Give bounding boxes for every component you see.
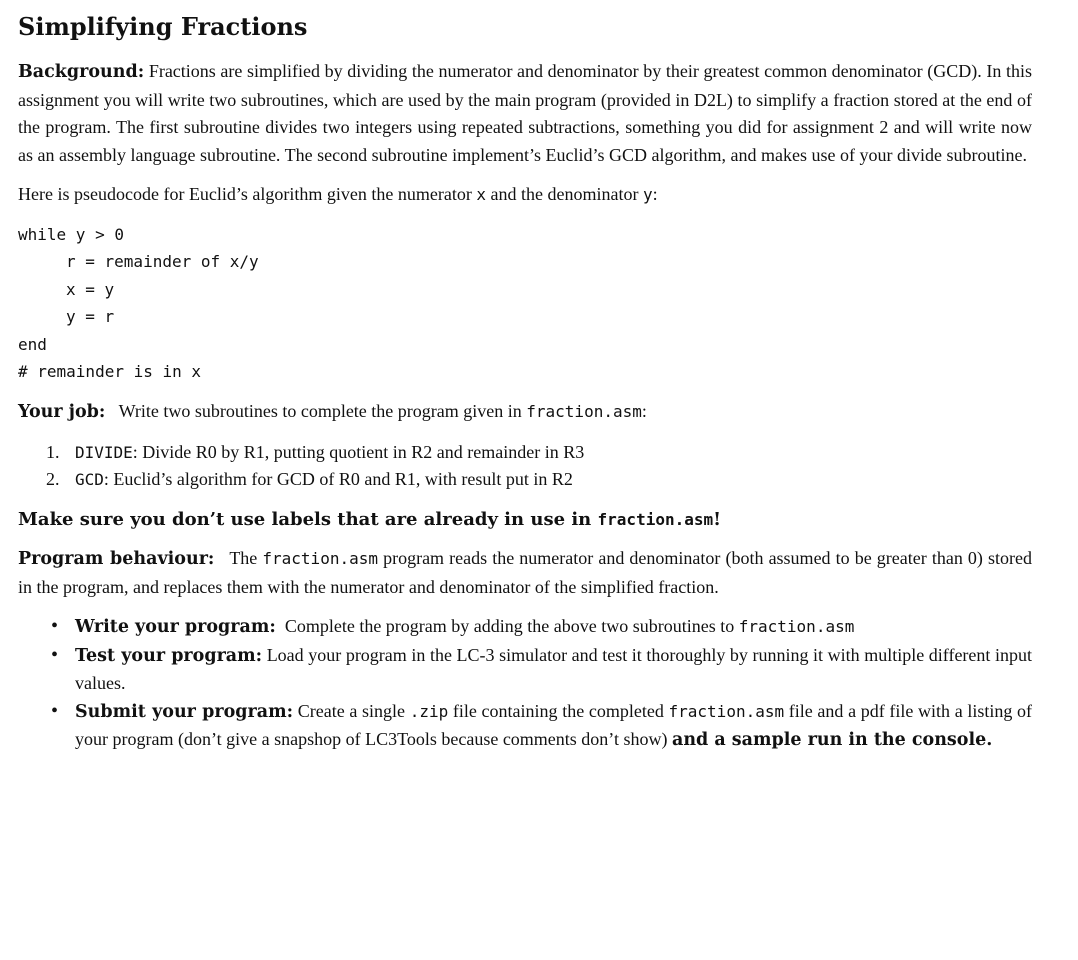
var-y: y [642,185,653,204]
bullet-label: Submit your program: [75,701,294,722]
bullet-icon: • [51,699,59,722]
your-job-paragraph [18,398,1032,427]
zip-extension: .zip [409,701,449,721]
list-item [18,698,1032,755]
list-number: 1. [46,441,60,462]
bullet-label: Test your program: [75,645,263,666]
background-label: Background: [18,62,145,82]
bullet-bold-end: and a sample run in the console. [671,730,993,751]
code-line: y = r [66,307,115,327]
your-job-colon: : [641,401,647,422]
behaviour-text-before: The [229,548,258,569]
bullet-label: Write your program: [75,617,276,638]
file-name: fraction.asm [738,617,855,637]
list-item [18,613,1032,642]
behaviour-label: Program behaviour: [18,549,215,570]
warning-end: ! [713,508,722,530]
list-item [18,642,1032,698]
list-number: 2. [46,469,60,490]
list-item [18,439,1032,467]
list-item [18,466,1032,494]
bullet-text: file and a pdf file with a listing of your program (don’t give a snapshop of LC3Tools because comments don’t show) [75,700,1033,750]
code-line: r = remainder of x/y [66,252,259,272]
code-line: while y > 0 [18,224,124,244]
background-paragraph [18,58,1032,169]
code-line: end [18,334,47,354]
code-line: x = y [66,279,115,299]
file-name: fraction.asm [597,509,714,529]
your-job-text: Write two subroutines to complete the program given in [118,401,522,422]
instruction-list [18,613,1032,755]
behaviour-text-after: program reads the numerator and denominator (both assumed to be greater than 0) stored in the program, and replaces them with the numerator and denominator of the simplified fraction. [18,548,1032,597]
file-name: fraction.asm [526,402,642,422]
subroutine-list [18,439,1032,494]
warning-text: Make sure you don’t use labels that are already in use in [18,508,592,530]
subroutine-name: DIVIDE [75,442,133,462]
file-name: fraction.asm [262,549,378,569]
var-x: x [476,185,487,204]
pseudocode-intro-middle: and the denominator [490,184,639,204]
page-title: Simplifying Fractions [18,12,308,41]
bullet-text: file containing the completed [452,700,664,721]
pseudocode-intro [18,181,1032,209]
bullet-icon: • [51,643,59,666]
pseudocode-block [18,221,1032,387]
your-job-label: Your job: [18,402,106,423]
subroutine-desc: : Divide R0 by R1, putting quotient in R2 and remainder in R3 [132,441,585,462]
pseudocode-intro-text: Here is pseudocode for Euclid’s algorithm given the numerator [18,184,472,204]
bullet-text: Create a single [297,700,406,721]
subroutine-desc: : Euclid’s algorithm for GCD of R0 and R1, with result put in R2 [103,469,573,490]
bullet-text: Complete the program by adding the above two subroutines to [284,616,735,637]
pseudocode-intro-end: : [652,184,658,204]
subroutine-name: GCD [75,470,104,490]
background-text: Fractions are simplified by dividing the numerator and denominator by their greatest common denominator (GCD). In this assignment you will write two subroutines, which are used by the main program (provided in D2L) to simplify a fraction stored at the end of the program. The first subroutine divides two integers using repeated subtractions, something you did for assignment 2 and will write now as an assembly language subroutine. The second subroutine implement’s Euclid’s GCD algorithm, and makes use of your divide subroutine. [18,61,1033,165]
file-name: fraction.asm [668,701,785,721]
code-line: # remainder is in x [18,362,202,382]
behaviour-paragraph [18,545,1032,601]
bullet-icon: • [51,615,59,638]
warning-note [18,506,1032,534]
bullet-text: Load your program in the LC-3 simulator and test it thoroughly by running it with multiple different input values. [75,644,1032,694]
